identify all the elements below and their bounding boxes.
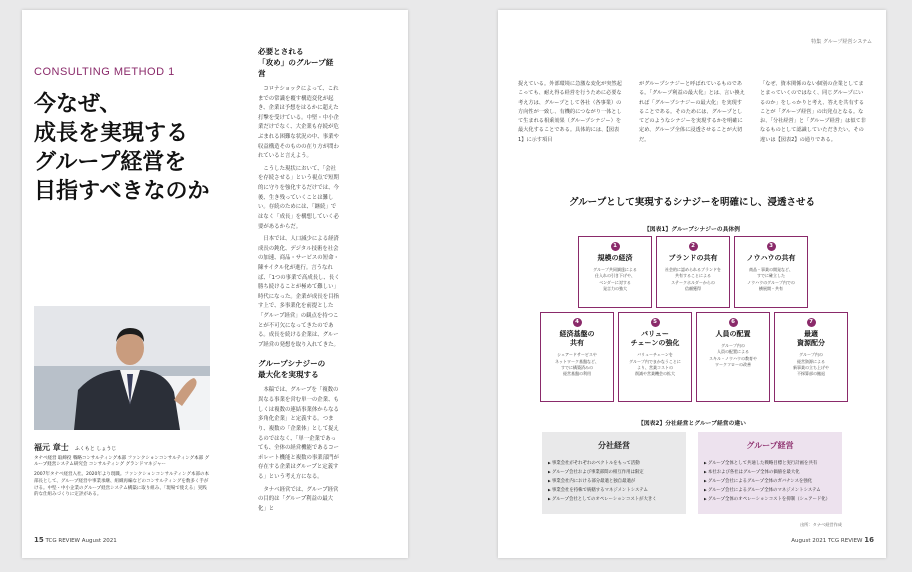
author-bio: 2007年タナベ経営入社。2020年より現職。ファンクションコンサルティング本部の本部長として、グループ経営や事業承継、組織再編などのコンサルティングを数多く手がける。中堅・中小企業のグループ経営システム構築に取り組み、「現場で使える」実践的な仕組みづくりに定評がある。	[34, 472, 209, 498]
section-heading	[258, 46, 340, 79]
page-folio	[791, 536, 874, 544]
synergy-card	[774, 312, 848, 402]
section-heading	[258, 358, 340, 380]
heading-line: 「攻め」のグループ経営	[258, 58, 334, 78]
heading-line: 最大化を実現する	[258, 370, 319, 380]
synergy-title: 最適 資源配分	[797, 330, 825, 348]
body-paragraph: コロナショックによって、これまでの常識を覆す構造変化が起き、企業は予想をはるかに超えた打撃を受けている。中堅・中小企業だけでなく、大企業も存続が危ぶまれる困難な状況の中、事業や収益構造そのものの在り方が問われていると言えよう。	[258, 86, 339, 160]
synergy-desc: 社会的に認められるブランドを 共有することによる ステークホルダーからの 信頼獲得	[665, 267, 721, 292]
page-folio	[34, 536, 117, 544]
list-item: ▶ 事業会社を持株で統轄するマネジメントシステム	[548, 486, 680, 495]
group-list	[698, 459, 842, 504]
synergy-number: 1	[611, 242, 620, 251]
synergy-desc: シェアードサービスや ネットワーク基盤など、 すでに構築済みの 経営基盤の利用	[555, 352, 599, 377]
body-paragraph: タナベ経営では、グループ経営の目的は「グループ利益の最大化」と	[258, 486, 339, 512]
figure-source: 出所：タナベ経営作成	[800, 522, 842, 527]
synergy-card	[578, 236, 652, 308]
headline-line: 今なぜ、	[34, 92, 122, 117]
body-paragraph: 「なぜ、資本関係のない個別の企業としてまとまっていくのではなく、同じグループにいるのか」をしっかりと考え、答えを共有することが「グループ経営」の出発点となる。なお、「分社経営」と「グループ経営」は似て非なるものとして認識していただきたい。その違いは【図表2】の通りである。	[760, 81, 866, 143]
synergy-number: 4	[573, 318, 582, 327]
synergy-card	[734, 236, 808, 308]
synergy-title: 経済基盤の 共有	[559, 330, 595, 348]
headline-line: 目指すべきなのか	[34, 179, 210, 205]
list-item: ▶ グループ全体のオペレーションコストを抑制（シェアード化）	[704, 495, 836, 504]
body-column	[518, 80, 624, 145]
author-name: 福元 章士	[34, 443, 69, 452]
figure2-title: 【図表2】分社経営とグループ経営の違い	[638, 421, 746, 427]
list-item: ▶ グループ会社および事業部間の相互作用は限定	[548, 468, 680, 477]
synergy-number: 6	[729, 318, 738, 327]
figure-main-title: グループとして実現するシナジーを明確にし、浸透させる	[568, 197, 816, 208]
section-tag: 特集 グループ経営システム	[811, 39, 872, 45]
body-column	[639, 80, 745, 145]
list-item: ▶ グループ全体として共通した戦略目標と実行計画を共有	[704, 459, 836, 468]
heading-line: グループシナジーの	[258, 359, 326, 369]
synergy-title: ノウハウの共有	[746, 254, 796, 262]
headline-line: グループ経営を	[34, 150, 187, 176]
synergy-desc: 商品・事業の開発など、 すでに確立した ノウハウのグループ内での 横展開・共有	[747, 267, 795, 292]
synergy-desc: グループ内の 人員の配置による スキル・ノウハウの教育や ワークフローの改善	[709, 343, 757, 368]
synergy-title: バリュー チェーンの強化	[630, 330, 680, 348]
synergy-card	[618, 312, 692, 402]
list-item: ▶ 事業会社内における部分最適と独自最適が	[548, 477, 680, 486]
box-title: グループ経営	[746, 441, 794, 450]
synergy-card	[656, 236, 730, 308]
synergy-number: 2	[689, 242, 698, 251]
body-paragraph: がグループシナジーと呼ばれているものである。「グループ利益の最大化」とは、言い換えれば「グループシナジーの最大化」を実現することである。そのためには、グループとしてどのようなシナジーを実現するかを明確に定め、グループ全体に浸透させることが大切だ。	[639, 81, 745, 143]
figure1-title: 【図表1】グループシナジーの具体例	[644, 227, 740, 233]
synergy-title: ブランドの共有	[668, 254, 718, 262]
article-headline	[34, 90, 264, 206]
heading-line: 必要とされる	[258, 47, 304, 56]
folio-text: August 2021 TCG REVIEW	[791, 538, 863, 544]
left-page	[22, 10, 408, 558]
synergy-card	[540, 312, 614, 402]
synergy-number: 3	[767, 242, 776, 251]
page-number: 15	[34, 536, 44, 544]
synergy-title: 規模の経済	[597, 254, 633, 262]
body-paragraph: 日本では、人口減少による経済成長の鈍化、デジタル技術を社会の加速、商品・サービスの短命・陳サイクル化が進行。言うなれば、「1つの事業で高成長し、長く勝ち続けることが極めて難しい」時代になった。企業が成長を目指す上で、多事業化を前提とした「グループ経営」の観点を持つことが不可欠になってきたのである。成長を続ける企業は、グループ経営の発想を取り入れてきた。	[258, 236, 340, 348]
bunsha-list	[542, 459, 686, 504]
synergy-desc: グループ共同調達による 仕入れの引き下げや、 ベンダーに対する 発言力の強大	[593, 267, 637, 292]
body-paragraph: こうした現状において、「会社を存続させる」という視点で短期的に守りを強化するだけでは、今後、生き残っていくことは難しい。存続のためには、「継続」ではなく「成長」を構想していく必要があるからだ。	[258, 165, 339, 230]
bunsha-keiei-box	[542, 432, 686, 514]
folio-text: TCG REVIEW August 2021	[45, 538, 117, 544]
group-keiei-box	[698, 432, 842, 514]
author-photo	[34, 306, 210, 430]
synergy-desc: バリューチェーンを グループ内でまかなうことに より、営業コストの 削減や営業機会の拡大	[629, 352, 681, 377]
body-paragraph: 本稿では、グループを「複数の異なる事業を営む単一の企業、もしくは複数の連結事業体からなる多角化企業」と定義する。つまり、複数の「企業体」として捉えるのではなく、「単一企業であっても、全体の経営機能であるコーポレート機能と複数の事業部門が存在する企業はグループと定義する」という考え方になる。	[258, 387, 339, 480]
list-item: ▶ 事業会社がそれぞれのベクトルをもって活動	[548, 459, 680, 468]
headline-line: 成長を実現する	[34, 121, 189, 147]
article-kicker: CONSULTING METHOD 1	[34, 66, 175, 78]
page-gutter	[408, 10, 498, 558]
box-title: 分社経営	[598, 441, 630, 450]
synergy-title: 人員の配置	[715, 330, 751, 338]
list-item: ▶ 本社および各社はグループ全体の価値を最大化	[704, 468, 836, 477]
body-column	[760, 80, 866, 145]
page-number: 16	[864, 536, 874, 544]
synergy-desc: グループ内の 経営資源による 新事業の立ち上げや 不採算部の撤退	[793, 352, 829, 377]
synergy-number: 5	[651, 318, 660, 327]
synergy-number: 7	[807, 318, 816, 327]
list-item: ▶ グループ会社によるグループ全体のマネジメントシステム	[704, 486, 836, 495]
author-name-line	[34, 442, 210, 453]
synergy-card	[696, 312, 770, 402]
author-role: タナベ経営 取締役 戦略コンサルティング本部 ファンクションコンサルティング本部 グループ経営システム研究会 コンサルティング グランドマネジャー	[34, 456, 210, 468]
list-item: ▶ グループ会社によるグループ全体のガバナンスを強化	[704, 477, 836, 486]
right-page	[498, 10, 886, 558]
list-item: ▶ グループ会社としてのオペレーションコストが大きく	[548, 495, 680, 504]
body-column	[258, 46, 340, 526]
author-block	[34, 442, 210, 499]
author-reading: ふくもと しょうじ	[74, 446, 117, 452]
body-paragraph: 捉えている。外部環境に急激な変化が突然起こっても、耐え得る経営を行うために必要な考え方は、グループとして各社（各事業）の方向性が一致し、有機的につながり一体として生まれる相乗効果（グループシナジー）を最大化することである。具体的には、【図表1】に示す項目	[518, 81, 622, 143]
